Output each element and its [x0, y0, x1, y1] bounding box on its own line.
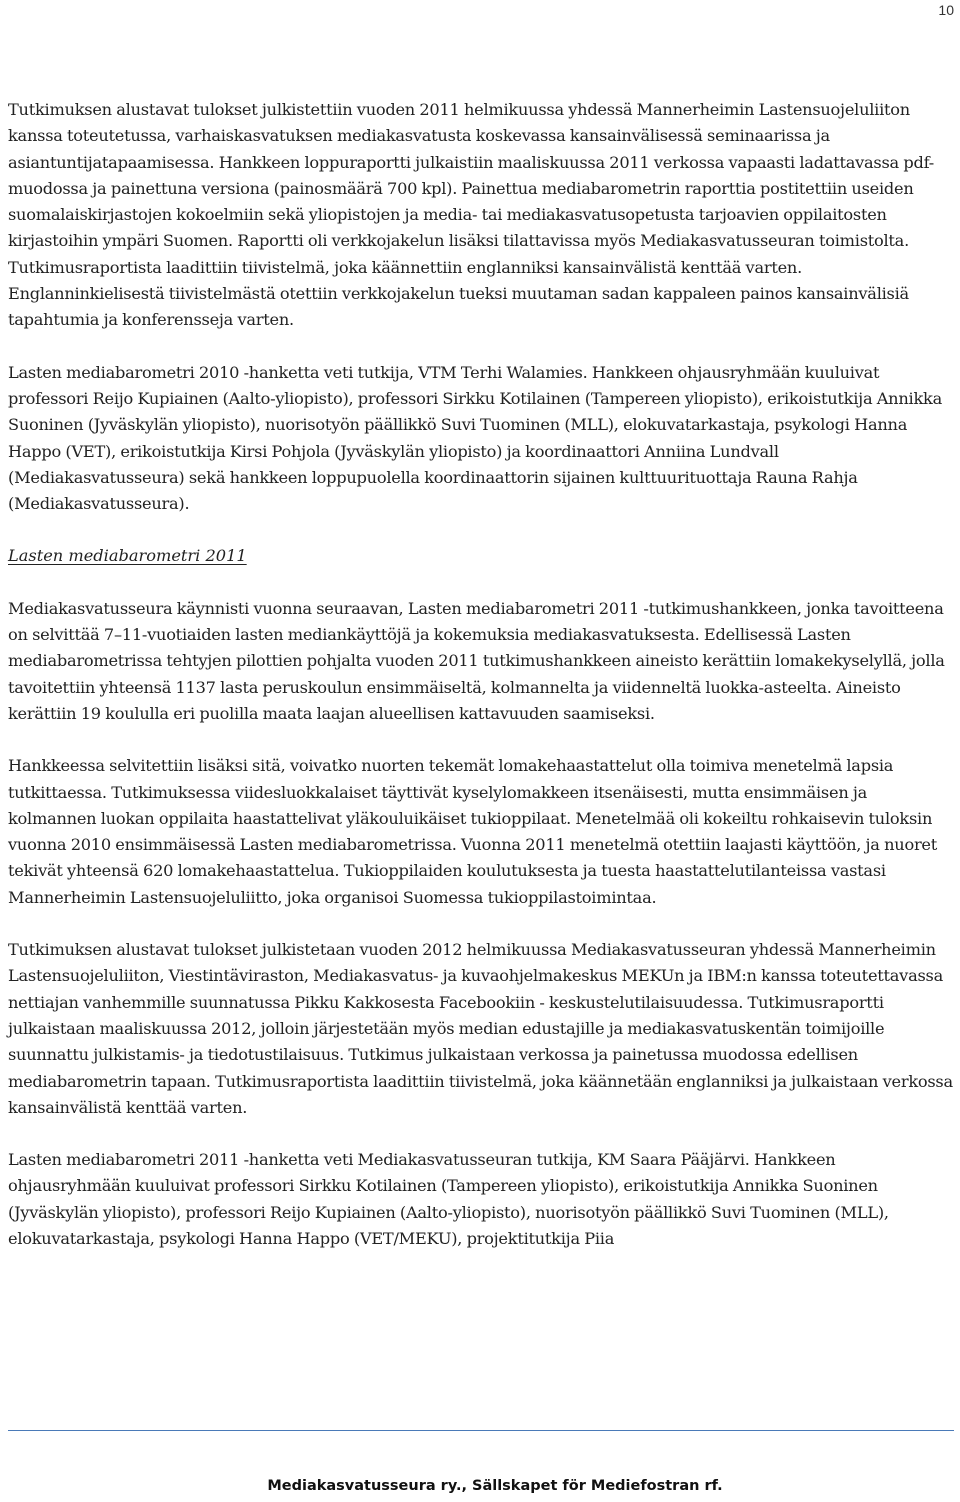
- paragraph-project-2011-intro: Mediakasvatusseura käynnisti vuonna seuraavan, Lasten mediabarometri 2011 -tutkimushankkeen, jonka tavoitteena on selvittää 7–11-vuotiaiden lasten mediankäyttöjä ja kokemuksia mediakasvatuksesta. Edellisessä Lasten mediabarometrissa tehtyjen pilottien pohjalta vuoden 2011 tutkimushankkeen aineisto kerättiin lomakekyselyllä, jolla tavoitettiin yhteensä 1137 lasta peruskoulun ensimmäiseltä, kolmannelta ja viidenneltä luokka-asteelta. Aineisto kerättiin 19 koululla eri puolilla maata laajan alueellisen kattavuuden saamiseksi.: [8, 598, 945, 723]
- paragraph-preliminary-results-2012: Tutkimuksen alustavat tulokset julkistetaan vuoden 2012 helmikuussa Mediakasvatusseuran yhdessä Mannerheimin Lastensuojeluliiton, Viestintäviraston, Mediakasvatus- ja kuvaohjelmakeskus MEKUn ja IBM:n kanssa toteutettavassa nettiajan vanhemmille suunnatussa Pikku Kakkosesta Facebookiin - keskustelutilaisuudessa. Tutkimusraportti julkaistaan maaliskuussa 2012, jolloin järjestetään myös median edustajille ja mediakasvatuskentän toimijoille suunnattu julkistamis- ja tiedotustilaisuus. Tutkimus julkaistaan verkossa ja painetussa muodossa edellisen mediabarometrin tapaan. Tutkimusraportista laadittiin tiivistelmä, joka käännetään englanniksi ja julkaistaan verkossa kansainvälistä kenttää varten.: [8, 940, 953, 1117]
- document-body: [8, 97, 956, 1252]
- paragraph-project-team-2010: Lasten mediabarometri 2010 -hanketta veti tutkija, VTM Terhi Walamies. Hankkeen ohjausryhmään kuuluivat professori Reijo Kupiainen (Aalto-yliopisto), professori Sirkku Kotilainen (Tampereen yliopisto), erikoistutkija Annikka Suoninen (Jyväskylän yliopisto), nuorisotyön päällikkö Suvi Tuominen (MLL), elokuvatarkastaja, psykologi Hanna Happo (VET), erikoistutkija Kirsi Pohjola (Jyväskylän yliopisto) ja koordinaattori Anniina Lundvall (Mediakasvatusseura) sekä hankkeen loppupuolella koordinaattorin sijainen kulttuurituottaja Rauna Rahja (Mediakasvatusseura).: [8, 362, 942, 514]
- footer-divider: [8, 1430, 954, 1431]
- paragraph-interview-method: Hankkeessa selvitettiin lisäksi sitä, voivatko nuorten tekemät lomakehaastattelut olla toimiva menetelmä lapsia tutkittaessa. Tutkimuksessa viidesluokkalaiset täyttivät kyselylomakkeen itsenäisesti, mutta ensimmäisen ja kolmannen luokan oppilaita haastattelivat yläkouluikäiset tukioppilaat. Menetelmää oli kokeiltu rohkaisevin tuloksin vuonna 2010 ensimmäisessä Lasten mediabarometrissa. Vuonna 2011 menetelmä otettiin laajasti käyttöön, ja nuoret tekivät yhteensä 620 lomakehaastattelua. Tukioppilaiden koulutuksesta ja tuesta haastattelutilanteissa vastasi Mannerheimin Lastensuojeluliitto, joka organisoi Suomessa tukioppilastoimintaa.: [8, 756, 938, 907]
- page-number: 10: [938, 2, 954, 18]
- paragraph-preliminary-results-2011: Tutkimuksen alustavat tulokset julkistettiin vuoden 2011 helmikuussa yhdessä Mannerheimin Lastensuojeluliiton kanssa toteutetussa, varhaiskasvatuksen mediakasvatusta koskevassa kansainvälisessä seminaarissa ja asiantuntijatapaamisessa. Hankkeen loppuraportti julkaistiin maaliskuussa 2011 verkossa vapaasti ladattavassa pdf-muodossa ja painettuna versiona (painosmäärä 700 kpl). Painettua mediabarometrin raporttia postitettiin useiden suomalaiskirjastojen kokoelmiin sekä yliopistojen ja media- tai mediakasvatusopetusta tarjoavien oppilaitosten kirjastoihin ympäri Suomen. Raportti oli verkkojakelun lisäksi tilattavissa myös Mediakasvatusseuran toimistolta. Tutkimusraportista laadittiin tiivistelmä, joka käännettiin englanniksi kansainvälistä kenttää varten. Englanninkielisestä tiivistelmästä otettiin verkkojakelun tueksi muutaman sadan kappaleen painos kansainvälisiä tapahtumia ja konferensseja varten.: [8, 100, 934, 330]
- section-heading: Lasten mediabarometri 2011: [8, 546, 247, 566]
- paragraph-project-team-2011: Lasten mediabarometri 2011 -hanketta veti Mediakasvatusseuran tutkija, KM Saara Pääjärvi. Hankkeen ohjausryhmään kuuluivat professori Sirkku Kotilainen (Tampereen yliopisto), erikoistutkija Annikka Suoninen (Jyväskylän yliopisto), professori Reijo Kupiainen (Aalto-yliopisto), nuorisotyön päällikkö Suvi Tuominen (MLL), elokuvatarkastaja, psykologi Hanna Happo (VET/MEKU), projektitutkija Piia: [8, 1150, 889, 1248]
- footer-organization: Mediakasvatusseura ry., Sällskapet för Mediefostran rf.: [267, 1478, 723, 1494]
